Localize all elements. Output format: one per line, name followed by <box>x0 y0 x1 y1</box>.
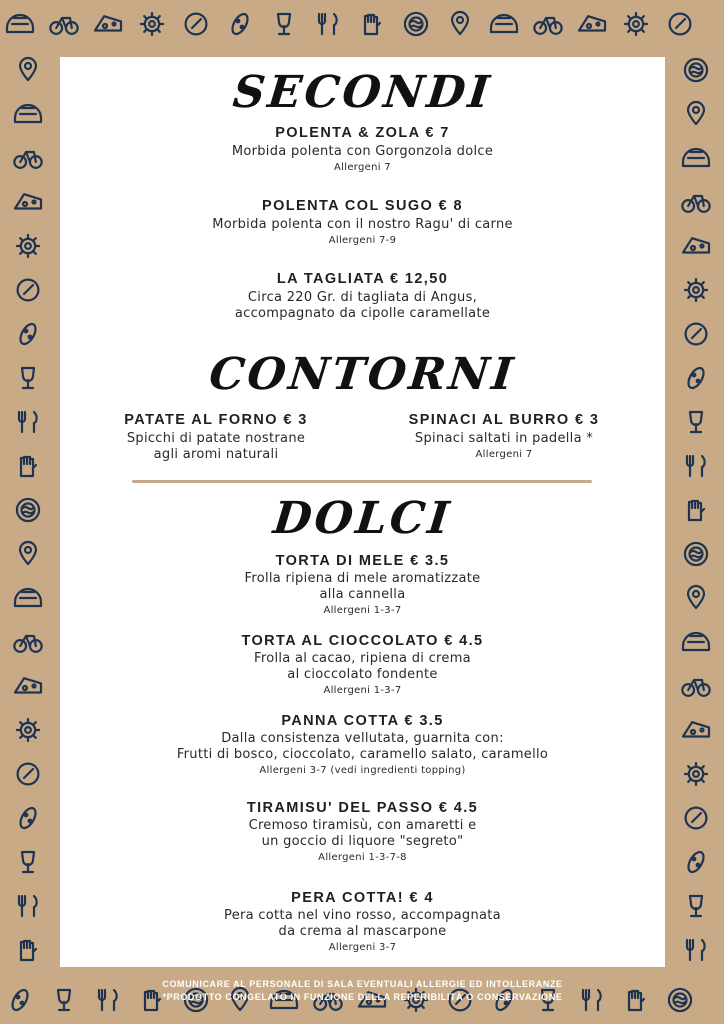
item-description: Circa 220 Gr. di tagliata di Angus, <box>247 290 478 305</box>
item-name: TORTA AL CIOCCOLATO € 4.5 <box>241 633 484 649</box>
menu-item <box>60 633 665 698</box>
cheese-icon <box>15 194 41 208</box>
gear-icon <box>17 235 39 257</box>
item-allergens: Allergeni 1-3-7 <box>323 685 402 696</box>
bicycle-icon <box>682 680 709 696</box>
helmet-icon <box>15 105 41 122</box>
compass-icon <box>686 808 707 829</box>
menu-item <box>60 713 665 778</box>
item-allergens: Allergeni 1-3-7 <box>323 605 402 616</box>
section-title-contorni: CONTORNI <box>206 349 519 400</box>
item-description: Frolla al cacao, ripiena di crema <box>254 651 471 666</box>
pasta-bowl-icon <box>669 989 691 1011</box>
item-description: Dalla consistenza vellutata, guarnita con: <box>221 731 504 746</box>
bicycle-icon <box>14 636 41 652</box>
item-allergens: Allergeni 3-7 (vedi ingredienti topping) <box>259 765 466 776</box>
item-allergens: Allergeni 3-7 <box>328 942 397 953</box>
section-title-secondi: SECONDI <box>230 67 495 118</box>
compass-icon <box>686 324 707 345</box>
bicycle-icon <box>682 196 709 212</box>
item-description: Frutti di bosco, cioccolato, caramello salato, caramello <box>176 747 549 762</box>
glove-icon <box>21 457 36 476</box>
item-description: Morbida polenta con il nostro Ragu' di carne <box>212 217 513 232</box>
wine-glass-icon <box>278 14 290 34</box>
glove-icon <box>21 941 36 960</box>
wine-glass-icon <box>690 412 702 432</box>
compass-icon <box>18 280 39 301</box>
item-description: Pera cotta nel vino rosso, accompagnata <box>224 908 501 923</box>
item-description: accompagnato da cipolle caramellate <box>234 306 491 321</box>
item-description: alla cannella <box>319 587 406 602</box>
cheese-icon <box>683 722 709 736</box>
section-title-dolci: DOLCI <box>270 493 455 544</box>
cheese-icon <box>95 16 121 30</box>
item-name: PATATE AL FORNO € 3 <box>124 412 308 428</box>
helmet-icon <box>683 633 709 650</box>
item-description: da crema al mascarpone <box>278 924 447 939</box>
menu-item <box>60 800 665 865</box>
item-allergens: Allergeni 7 <box>475 449 533 460</box>
fork-knife-icon <box>19 412 37 432</box>
menu-sheet <box>60 57 665 967</box>
location-pin-icon <box>452 12 468 34</box>
item-description: agli aromi naturali <box>153 447 279 462</box>
item-description: un goccio di liquore "segreto" <box>261 834 464 849</box>
item-name: LA TAGLIATA € 12,50 <box>276 271 449 287</box>
item-allergens: Allergeni 7-9 <box>328 235 397 246</box>
gear-icon <box>685 763 707 785</box>
menu-item <box>60 198 665 248</box>
item-name: PANNA COTTA € 3.5 <box>281 713 444 729</box>
fork-knife-icon <box>687 456 705 476</box>
bicycle-icon <box>14 152 41 168</box>
menu-item <box>60 125 665 175</box>
fork-knife-icon <box>19 896 37 916</box>
gear-icon <box>141 13 163 35</box>
bicycle-icon <box>534 18 561 34</box>
allergy-notice: COMUNICARE AL PERSONALE DI SALA EVENTUALI ALLERGIE ED INTOLLERANZE <box>162 979 563 989</box>
wine-glass-icon <box>690 896 702 916</box>
compass-icon <box>186 14 207 35</box>
pasta-bowl-icon <box>685 543 707 565</box>
fork-knife-icon <box>319 14 337 34</box>
pasta-bowl-icon <box>685 59 707 81</box>
cheese-icon <box>15 678 41 692</box>
item-description: Frolla ripiena di mele aromatizzate <box>244 571 481 586</box>
item-name: PERA COTTA! € 4 <box>291 890 434 906</box>
compass-icon <box>18 764 39 785</box>
section-divider <box>132 480 592 483</box>
location-pin-icon <box>688 586 704 608</box>
salami-icon <box>685 850 706 875</box>
salami-icon <box>17 322 38 347</box>
cheese-icon <box>579 16 605 30</box>
menu-item <box>60 271 665 322</box>
helmet-icon <box>491 15 517 32</box>
item-description: Spicchi di patate nostrane <box>126 431 306 446</box>
item-allergens: Allergeni 7 <box>334 162 391 173</box>
compass-icon <box>670 14 691 35</box>
glove-icon <box>365 15 380 34</box>
helmet-icon <box>683 149 709 166</box>
item-description: Cremoso tiramisù, con amaretti e <box>248 818 477 833</box>
location-pin-icon <box>20 542 36 564</box>
menu-item <box>384 412 624 462</box>
glove-icon <box>689 501 704 520</box>
salami-icon <box>17 806 38 831</box>
salami-icon <box>9 988 30 1013</box>
item-name: SPINACI AL BURRO € 3 <box>408 412 600 428</box>
helmet-icon <box>7 15 33 32</box>
location-pin-icon <box>688 102 704 124</box>
footer-notes <box>60 978 665 1004</box>
section-secondi <box>60 67 665 118</box>
gear-icon <box>685 279 707 301</box>
item-allergens: Allergeni 1-3-7-8 <box>318 852 407 863</box>
item-name: TIRAMISU' DEL PASSO € 4.5 <box>246 800 479 816</box>
section-contorni <box>60 349 665 400</box>
bicycle-icon <box>50 18 77 34</box>
helmet-icon <box>15 589 41 606</box>
salami-icon <box>229 12 250 37</box>
location-pin-icon <box>20 58 36 80</box>
item-name: TORTA DI MELE € 3.5 <box>275 553 450 569</box>
menu-item <box>60 890 665 955</box>
wine-glass-icon <box>22 852 34 872</box>
gear-icon <box>625 13 647 35</box>
item-description: Morbida polenta con Gorgonzola dolce <box>231 144 494 159</box>
item-description: Spinaci saltati in padella * <box>414 431 594 446</box>
menu-item <box>96 412 336 463</box>
pasta-bowl-icon <box>405 13 427 35</box>
gear-icon <box>17 719 39 741</box>
frozen-product-notice: *PRODOTTO CONGELATO IN FUNZIONE DELLA REPERIBILITÀ O CONSERVAZIONE <box>162 992 563 1002</box>
salami-icon <box>685 366 706 391</box>
pasta-bowl-icon <box>17 499 39 521</box>
item-description: al cioccolato fondente <box>287 667 438 682</box>
menu-item <box>60 553 665 618</box>
section-dolci <box>60 493 665 544</box>
fork-knife-icon <box>687 940 705 960</box>
item-name: POLENTA COL SUGO € 8 <box>262 198 463 214</box>
wine-glass-icon <box>22 368 34 388</box>
cheese-icon <box>683 238 709 252</box>
item-name: POLENTA & ZOLA € 7 <box>275 125 450 141</box>
